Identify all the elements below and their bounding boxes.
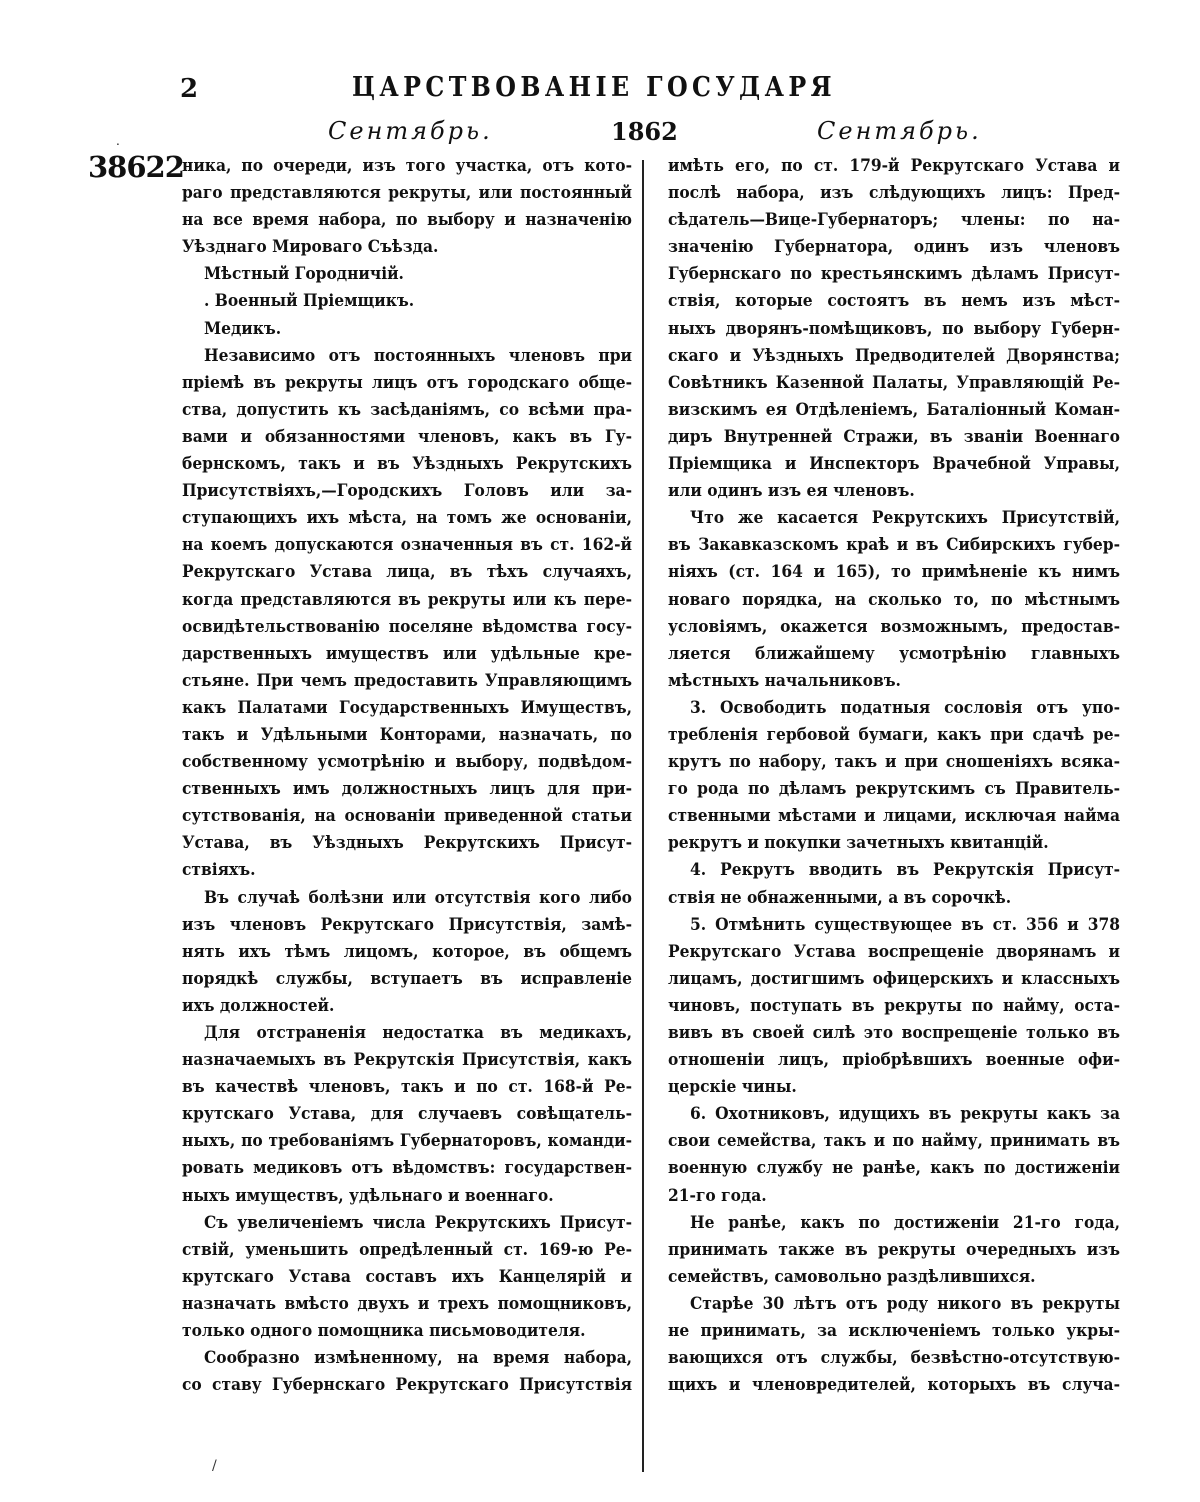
text-line: изъ членовъ Рекрутскаго Присутствія, замѣ- xyxy=(182,914,632,935)
left-column xyxy=(182,153,632,1399)
text-line: требленія гербовой бумаги, какъ при сдачѣ ре- xyxy=(668,724,1120,745)
text-line: ствія не обнаженными, а въ сорочкѣ. xyxy=(668,887,1012,908)
text-line: Что же касается Рекрутскихъ Присутствій, xyxy=(690,508,1120,529)
text-line: ствіяхъ. xyxy=(182,860,256,881)
text-line: ственныхъ имъ должностныхъ лицъ для при- xyxy=(182,779,632,800)
text-line: мѣстныхъ начальниковъ. xyxy=(668,670,901,691)
text-line: вами и обязанностями членовъ, какъ въ Гу- xyxy=(182,426,632,447)
text-line: раго представляются рекруты, или постоянный xyxy=(182,183,632,204)
text-line: когда представляются въ рекруты или къ пере- xyxy=(182,589,632,610)
text-line: скаго и Уѣздныхъ Предводителей Дворянства; xyxy=(668,345,1120,366)
text-line: вающихся отъ службы, безвѣстно-отсутствую- xyxy=(668,1348,1120,1369)
text-line: чиновъ, поступать въ рекруты по найму, оста- xyxy=(668,995,1120,1016)
text-line: значенію Губернатора, одинъ изъ членовъ xyxy=(668,237,1120,258)
text-line: на все время набора, по выбору и назначенію xyxy=(182,210,632,231)
text-line: Губернскаго по крестьянскимъ дѣламъ Присут- xyxy=(668,264,1120,285)
text-line: стьяне. При чемъ предоставить Управляющимъ xyxy=(182,670,632,691)
text-line: или одинъ изъ ея членовъ. xyxy=(668,481,915,502)
text-line: Въ случаѣ болѣзни или отсутствія кого либо xyxy=(204,887,632,908)
text-line: ника, по очереди, изъ того участка, отъ кото- xyxy=(182,156,632,176)
text-line: собственному усмотрѣнію и выбору, подвѣдом- xyxy=(182,752,632,773)
text-line: крутъ по набору, такъ и при сношеніяхъ всяка- xyxy=(668,752,1120,773)
text-line: Мѣстный Городничій. xyxy=(204,264,404,285)
text-line: дарственныхъ имуществъ или удѣльные кре- xyxy=(182,643,632,664)
text-line: диръ Внутренней Стражи, въ званіи Военнаго xyxy=(668,426,1120,447)
text-line: Старѣе 30 лѣтъ отъ роду никого въ рекруты xyxy=(690,1293,1120,1314)
text-line: Устава, въ Уѣздныхъ Рекрутскихъ Присут- xyxy=(182,833,632,854)
text-line: пріемѣ въ рекруты лицъ отъ городскаго обще- xyxy=(182,372,632,393)
text-line: ствія, которые состоятъ въ немъ изъ мѣст- xyxy=(668,291,1120,312)
text-line: . Военный Пріемщикъ. xyxy=(204,291,415,312)
text-line: ныхъ, по требованіямъ Губернаторовъ, команди- xyxy=(182,1131,632,1152)
text-line: послѣ набора, изъ слѣдующихъ лицъ: Пред- xyxy=(668,183,1120,204)
text-line: лицамъ, достигшимъ офицерскихъ и классныхъ xyxy=(668,968,1120,989)
text-line: Совѣтникъ Казенной Палаты, Управляющій Ре- xyxy=(668,372,1120,393)
text-line: военную службу не ранѣе, какъ по достиженіи xyxy=(668,1158,1120,1179)
text-line: порядкѣ службы, вступаетъ въ исправленіе xyxy=(182,968,632,989)
text-line: ихъ должностей. xyxy=(182,995,335,1016)
text-line: крутскаго Устава составъ ихъ Канцелярій и xyxy=(182,1266,632,1287)
text-line: 21-го года. xyxy=(668,1185,767,1206)
text-line: только одного помощника письмоводителя. xyxy=(182,1321,586,1342)
text-line: свои семейства, такъ и по найму, принимать въ xyxy=(668,1131,1120,1152)
law-number: 38622 xyxy=(88,150,184,184)
text-line: Для отстраненія недостатка въ медикахъ, xyxy=(204,1023,632,1043)
text-line: какъ Палатами Государственныхъ Имуществъ, xyxy=(182,697,632,718)
column-divider xyxy=(642,160,644,1472)
text-line: ровать медиковъ отъ вѣдомствъ: государствен- xyxy=(182,1158,632,1179)
text-line: имѣть его, по ст. 179-й Рекрутскаго Устава и xyxy=(668,156,1120,176)
text-line: 4. Рекрутъ вводить въ Рекрутскія Присут- xyxy=(690,860,1120,881)
text-line: Независимо отъ постоянныхъ членовъ при xyxy=(204,345,632,366)
dateline-month-right: Сентябрь. xyxy=(817,117,982,145)
text-line: Рекрутскаго Устава воспрещеніе дворянамъ и xyxy=(668,941,1120,962)
stray-mark: / xyxy=(212,1458,217,1474)
text-line: въ Закавказскомъ краѣ и въ Сибирскихъ губер- xyxy=(668,535,1120,556)
text-line: ствій, уменьшить опредѣленный ст. 169-ю Ре- xyxy=(182,1239,632,1260)
text-line: 5. Отмѣнить существующее въ ст. 356 и 378 xyxy=(690,914,1120,935)
text-line: ныхъ имуществъ, удѣльнаго и военнаго. xyxy=(182,1185,554,1206)
text-line: ступающихъ ихъ мѣста, на томъ же основаніи, xyxy=(182,508,632,529)
text-line: Уѣзднаго Мироваго Съѣзда. xyxy=(182,237,439,258)
text-line: отношеніи лицъ, пріобрѣвшихъ военные офи- xyxy=(668,1050,1120,1071)
text-line: на коемъ допускаются означенныя въ ст. 162-й xyxy=(182,535,632,556)
text-line: назначаемыхъ въ Рекрутскія Присутствія, какъ xyxy=(182,1050,632,1071)
text-line: щихъ и членовредителей, которыхъ въ случа- xyxy=(668,1375,1120,1396)
dateline-year: 1862 xyxy=(611,117,678,146)
text-line: ніяхъ (ст. 164 и 165), то примѣненіе къ нимъ xyxy=(668,562,1120,583)
text-line: Присутствіяхъ,—Городскихъ Головъ или за- xyxy=(182,481,632,502)
margin-dot: . xyxy=(116,134,120,148)
page-number: 2 xyxy=(180,74,199,104)
text-line: Медикъ. xyxy=(204,318,282,339)
text-line: сутствованія, на основаніи приведенной статьи xyxy=(182,806,632,827)
text-line: 3. Освободить податныя сословія отъ упо- xyxy=(690,697,1120,718)
text-line: назначать вмѣсто двухъ и трехъ помощниковъ, xyxy=(182,1293,632,1314)
text-line: ляется ближайшему усмотрѣнію главныхъ xyxy=(668,643,1120,664)
text-line: Пріемщика и Инспекторъ Врачебной Управы, xyxy=(668,454,1120,475)
text-line: новаго порядка, на сколько то, по мѣстнымъ xyxy=(668,589,1120,610)
text-line: Съ увеличеніемъ числа Рекрутскихъ Присут- xyxy=(204,1212,632,1233)
text-line: со ставу Губернскаго Рекрутскаго Присутствія xyxy=(182,1375,632,1396)
text-line: бернскомъ, такъ и въ Уѣздныхъ Рекрутскихъ xyxy=(182,454,632,475)
text-line: рекрутъ и покупки зачетныхъ квитанцій. xyxy=(668,833,1049,854)
text-line: семействъ, самовольно раздѣлившихся. xyxy=(668,1266,1036,1287)
text-line: Не ранѣе, какъ по достиженіи 21-го года, xyxy=(690,1212,1120,1233)
text-line: ственными мѣстами и лицами, исключая найма xyxy=(668,806,1120,827)
text-line: ства, допустить къ засѣданіямъ, со всѣми пра- xyxy=(182,399,632,420)
text-line: 6. Охотниковъ, идущихъ въ рекруты какъ за xyxy=(690,1104,1120,1125)
text-line: церскіе чины. xyxy=(668,1077,797,1098)
text-line: не принимать, за исключеніемъ только укры- xyxy=(668,1321,1120,1342)
text-line: такъ и Удѣльными Конторами, назначать, по xyxy=(182,724,632,745)
text-line: освидѣтельствованію поселяне вѣдомства госу- xyxy=(182,616,632,637)
text-line: условіямъ, окажется возможнымъ, предостав- xyxy=(668,616,1120,637)
text-line: Сообразно измѣненному, на время набора, xyxy=(204,1348,632,1369)
text-line: го рода по дѣламъ рекрутскимъ съ Правитель- xyxy=(668,779,1120,800)
text-line: принимать также въ рекруты очередныхъ изъ xyxy=(668,1239,1120,1260)
dateline-month-left: Сентябрь. xyxy=(328,117,493,145)
running-title: ЦАРСТВОВАНІЕ ГОСУДАРЯ xyxy=(352,72,836,103)
text-line: визскимъ ея Отдѣленіемъ, Баталіонный Коман- xyxy=(668,399,1120,420)
text-line: сѣдатель—Вице-Губернаторъ; члены: по на- xyxy=(668,210,1120,231)
text-line: крутскаго Устава, для случаевъ совѣщатель- xyxy=(182,1104,632,1125)
text-line: въ качествѣ членовъ, такъ и по ст. 168-й Ре- xyxy=(182,1077,632,1098)
text-line: вивъ въ своей силѣ это воспрещеніе только въ xyxy=(668,1023,1120,1043)
text-line: Рекрутскаго Устава лица, въ тѣхъ случаяхъ, xyxy=(182,562,632,583)
text-line: ныхъ дворянъ-помѣщиковъ, по выбору Губерн- xyxy=(668,318,1120,339)
right-column xyxy=(668,153,1120,1399)
text-line: нять ихъ тѣмъ лицомъ, которое, въ общемъ xyxy=(182,941,632,962)
